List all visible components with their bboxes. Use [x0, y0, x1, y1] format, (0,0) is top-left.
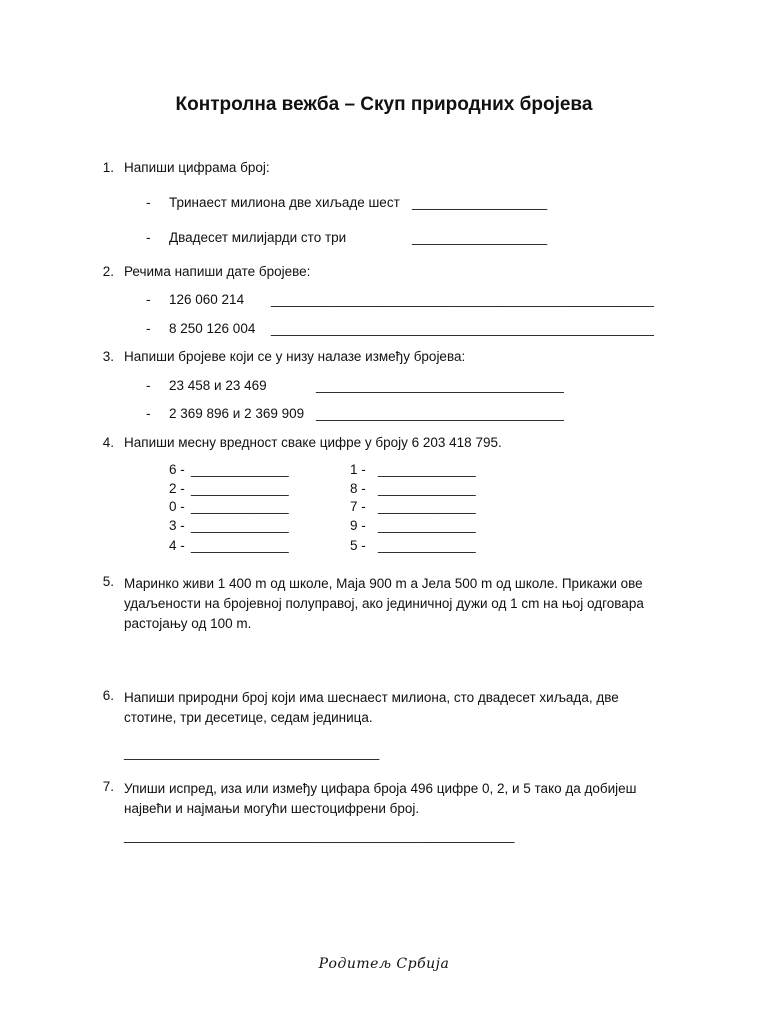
- digit-label: 4 -: [169, 538, 185, 553]
- answer-blank[interactable]: __________________: [412, 230, 548, 245]
- answer-blank[interactable]: ____________________________________________________: [124, 828, 515, 843]
- digit-label: 8 -: [350, 481, 366, 496]
- task-2-number: 2.: [102, 264, 114, 279]
- task-3-item-2: 2 369 896 и 2 369 909: [169, 406, 305, 421]
- answer-blank[interactable]: __________________________________: [124, 745, 380, 760]
- digit-label: 6 -: [169, 462, 185, 477]
- digit-label: 1 -: [350, 462, 366, 477]
- task-2-item-1: 126 060 214: [169, 292, 245, 307]
- task-6-text: Напиши природни број који има шеснаест милиона, сто двадесет хиљада, две стотине, три десетице, седам јединица.: [124, 690, 619, 725]
- task-6-number: 6.: [102, 688, 114, 703]
- task-3-text: Напиши бројеве који се у низу налазе између бројева:: [124, 349, 466, 364]
- task-2-item-2: 8 250 126 004: [169, 321, 256, 336]
- answer-blank[interactable]: _____________: [378, 538, 476, 553]
- answer-blank[interactable]: _____________: [378, 481, 476, 496]
- task-4-number: 4.: [102, 435, 114, 450]
- answer-blank[interactable]: __________________: [412, 195, 548, 210]
- answer-blank[interactable]: _____________: [191, 499, 289, 514]
- task-1-item-2: Двадесет милијарди сто три: [169, 230, 347, 245]
- digit-label: 9 -: [350, 518, 366, 533]
- answer-blank[interactable]: ___________________________________________________: [271, 292, 654, 307]
- digit-label: 0 -: [169, 499, 185, 514]
- answer-blank[interactable]: _____________: [378, 518, 476, 533]
- task-1-number: 1.: [102, 160, 114, 175]
- answer-blank[interactable]: _____________: [191, 518, 289, 533]
- task-1-text: Напиши цифрама број:: [124, 160, 270, 175]
- answer-blank[interactable]: _____________: [378, 462, 476, 477]
- task-5-number: 5.: [102, 574, 114, 589]
- digit-label: 7 -: [350, 499, 366, 514]
- task-3-number: 3.: [102, 349, 114, 364]
- item-marker: -: [146, 406, 151, 421]
- item-marker: -: [146, 292, 151, 307]
- task-1-item-1: Тринаест милиона две хиљаде шест: [169, 195, 400, 210]
- item-marker: -: [146, 378, 151, 393]
- item-marker: -: [146, 321, 151, 336]
- answer-blank[interactable]: ___________________________________________________: [271, 321, 654, 336]
- page-title: Контролна вежба – Скуп природних бројева: [175, 94, 593, 115]
- answer-blank[interactable]: _____________: [378, 499, 476, 514]
- item-marker: -: [146, 230, 151, 245]
- answer-blank[interactable]: _____________: [191, 481, 289, 496]
- digit-label: 5 -: [350, 538, 366, 553]
- digit-label: 3 -: [169, 518, 185, 533]
- task-5-text: Маринко живи 1 400 m од школе, Маја 900 m а Јела 500 m од школе. Прикажи ове удаљености на бројевној полуправој, ако јединичној дужи од 1 cm на њој одговара растојању од 100 m.: [124, 576, 644, 631]
- task-7-number: 7.: [102, 779, 114, 794]
- digit-label: 2 -: [169, 481, 185, 496]
- answer-blank[interactable]: _____________: [191, 462, 289, 477]
- task-7-text: Упиши испред, иза или између цифара броја 496 цифре 0, 2, и 5 тако да добијеш највећи и најмањи могући шестоцифрени број.: [124, 781, 637, 816]
- answer-blank[interactable]: _________________________________: [316, 406, 564, 421]
- answer-blank[interactable]: _________________________________: [316, 378, 564, 393]
- task-2-text: Речима напиши дате бројеве:: [124, 264, 311, 279]
- item-marker: -: [146, 195, 151, 210]
- answer-blank[interactable]: _____________: [191, 538, 289, 553]
- task-4-text: Напиши месну вредност сваке цифре у броју 6 203 418 795.: [124, 435, 502, 450]
- footer-signature: Родитељ Србија: [318, 956, 450, 972]
- task-3-item-1: 23 458 и 23 469: [169, 378, 267, 393]
